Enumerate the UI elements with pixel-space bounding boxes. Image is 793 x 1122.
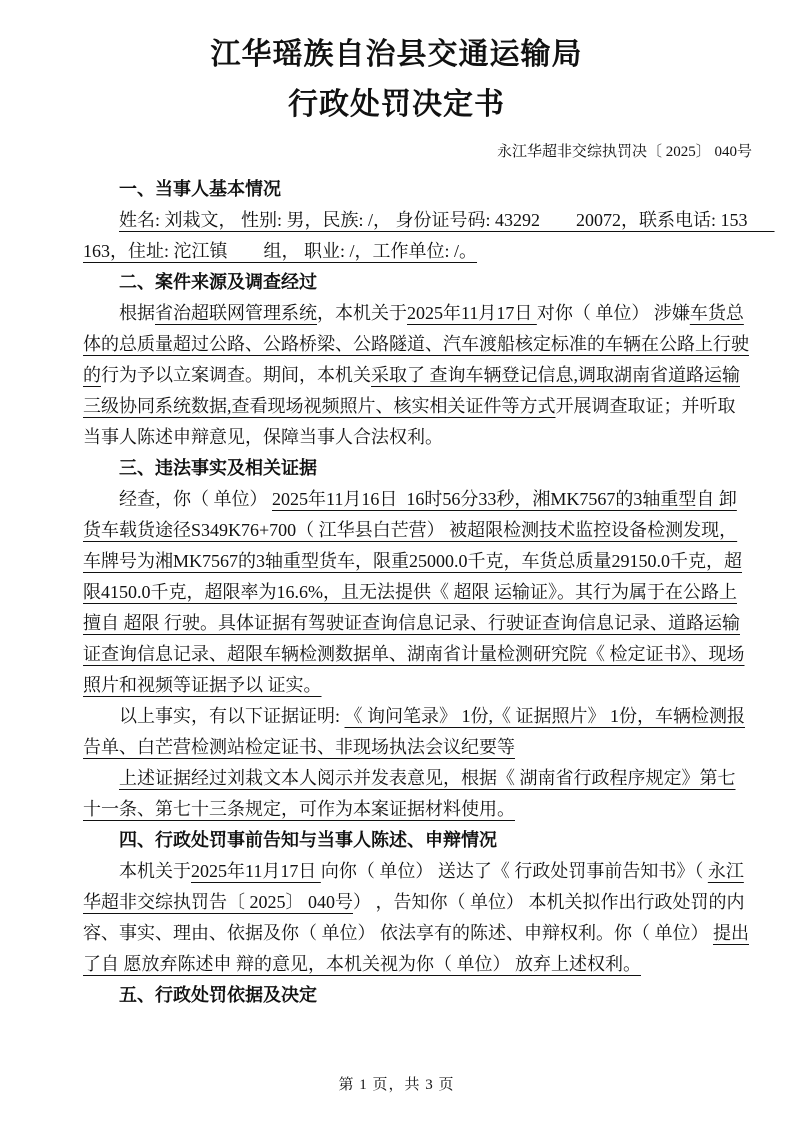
filled-blank-text: 永江华超非交综执罚告〔 2025〕 040号: [83, 861, 744, 912]
filled-blank-text: 车货总体的总质量超过公路、公路桥梁、公路隧道、汽车渡船核定标准的车辆在公路上行驶的: [83, 303, 749, 385]
paragraph: [83, 856, 752, 980]
filled-blank-text: 提出了自 愿放弃陈述申 辩的意见，本机关视为你（ 单位） 放弃上述权利。: [83, 923, 749, 974]
form-text: 开展调查取证；并听取当事人陈述申辩意见，保障当事人合法权利。: [83, 396, 736, 447]
filled-blank-text: 姓名: 刘栽文， 性别: 男，民族: /， 身份证号码: 43292 20072，联系电话: 153 163，住址: 沱江镇 组， 职业: /，工作单位: /。: [83, 210, 775, 261]
form-text: 行为予以立案调查。期间，本机关: [101, 365, 371, 385]
form-text: ） ，告知你（ 单位） 本机关拟作出行政处罚的内容、事实、理由、依据及你（ 单位） 依法享有的陈述、申辩权利。你（ 单位）: [83, 892, 745, 943]
paragraph: [83, 763, 752, 825]
section-heading: 一、当事人基本情况: [119, 179, 281, 199]
filled-blank-text: 2025年11月17日: [191, 861, 321, 881]
filled-blank-text: 省治超联网管理系统: [155, 303, 317, 323]
filled-blank-text: 2025年11月17日: [407, 303, 537, 323]
document-number: 永江华超非交综执罚决〔 2025〕 040号: [496, 144, 752, 160]
filled-blank-text: 采取了 查询车辆登记信息,调取湖南省道路运输三级协同系统数据,查看现场视频照片、核实相关证件等方式: [83, 365, 740, 416]
form-text: 经查，你（ 单位）: [119, 489, 272, 509]
paragraph: [83, 484, 752, 701]
form-text: 以上事实，有以下证据证明:: [119, 706, 345, 726]
section-heading: 三、违法事实及相关证据: [119, 458, 317, 478]
section-heading: 四、行政处罚事前告知与当事人陈述、申辩情况: [119, 830, 497, 850]
filled-blank-text: 2025年11月16日 16时56分33秒，湘MK7567的3轴重型自 卸货车载货途径S349K76+700（ 江华县白芒营） 被超限检测技术监控设备检测发现，车牌号为湘MK7567的3轴重型货车，限重25000.0千克，车货总质量29150.0千克，超限4150.0千克，超限率为16.6%，且无法提供《 超限 运输证》。其行为属于在公路上擅自 超限 行驶。具体证据有驾驶证查询信息记录、行驶证查询信息记录、道路运输证查询信息记录、超限车辆检测数据单、湖南省计量检测研究院《 检定证书》、现场照片和视频等证据予以 证实。: [83, 489, 745, 695]
section-heading: 五、行政处罚依据及决定: [119, 985, 317, 1005]
form-text: 根据: [119, 303, 155, 323]
form-text: ，本机关于: [317, 303, 407, 323]
document-title-type: 行政处罚决定书: [288, 88, 505, 121]
document-body: [83, 174, 775, 1011]
paragraph: [83, 205, 775, 267]
page-number-footer: 第 1 页，共 3 页: [338, 1077, 455, 1093]
paragraph: [83, 701, 752, 763]
paragraph: [83, 298, 752, 453]
form-text: 向你（ 单位） 送达了《 行政处罚事前告知书》（: [320, 861, 708, 881]
form-text: 对你（ 单位） 涉嫌: [536, 303, 690, 323]
section-heading: 二、案件来源及调查经过: [119, 272, 317, 292]
document-title-agency: 江华瑶族自治县交通运输局: [210, 38, 583, 71]
filled-blank-text: 《 询问笔录》 1份,《 证据照片》 1份，车辆检测报告单、白芒营检测站检定证书、非现场执法会议纪要等: [83, 706, 745, 757]
filled-blank-text: 上述证据经过刘栽文本人阅示并发表意见，根据《 湖南省行政程序规定》第七十一条、第七十三条规定，可作为本案证据材料使用。: [83, 768, 736, 819]
form-text: 本机关于: [119, 861, 191, 881]
